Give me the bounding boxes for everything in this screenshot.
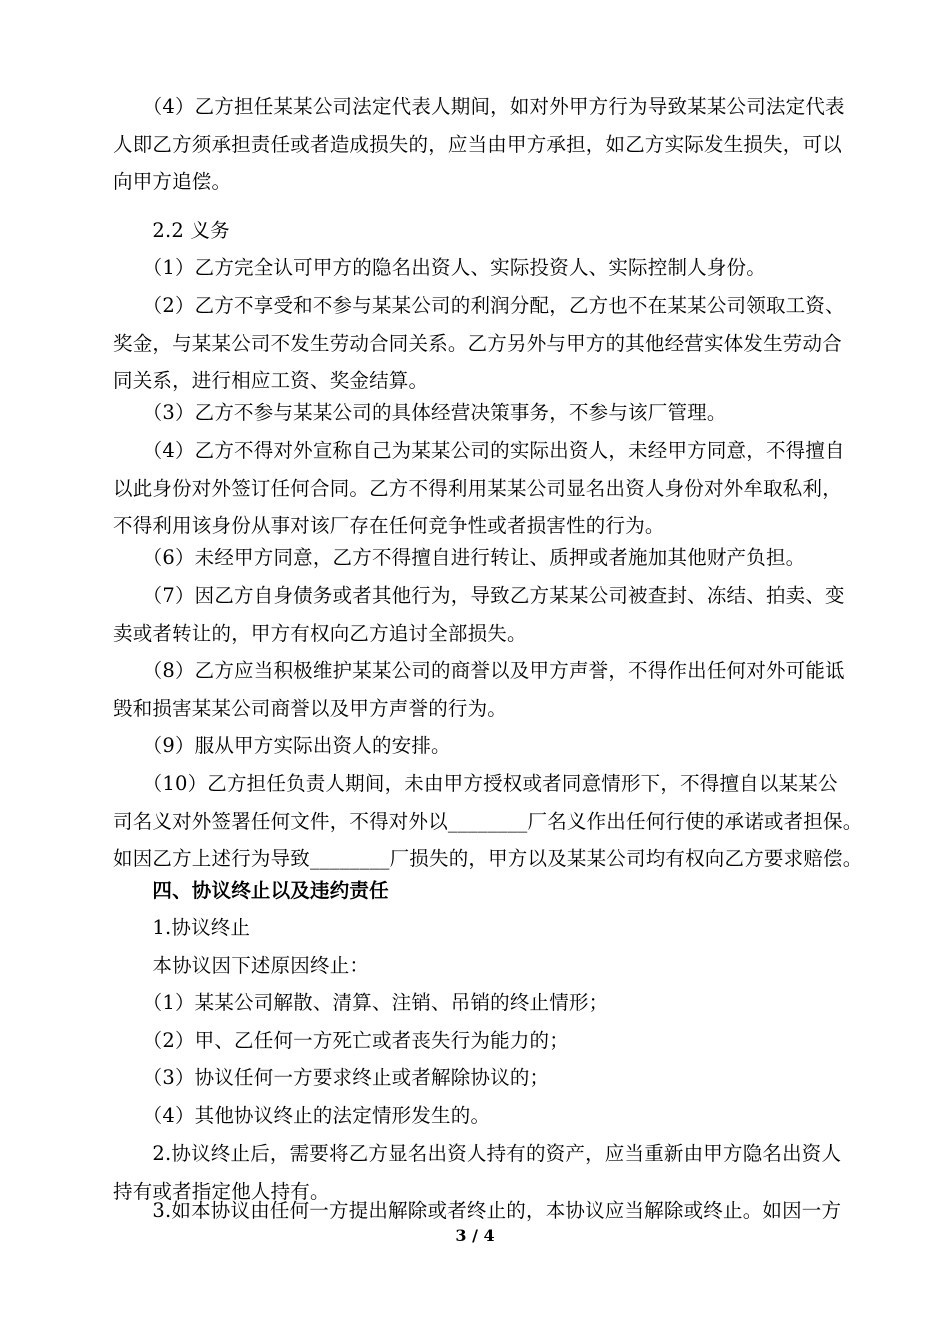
text-line: 2.协议终止后，需要将乙方显名出资人持有的资产，应当重新由甲方隐名出资人 bbox=[113, 1142, 842, 1165]
text-line: （7）因乙方自身债务或者其他行为，导致乙方某某公司被查封、冻结、拍卖、变 bbox=[113, 584, 845, 607]
paragraph bbox=[113, 909, 838, 947]
text-line: 以此身份对外签订任何合同。乙方不得利用某某公司显名出资人身份对外牟取私利， bbox=[113, 476, 842, 500]
paragraph bbox=[113, 1022, 838, 1060]
paragraph bbox=[113, 249, 838, 287]
paragraph bbox=[113, 1097, 838, 1135]
paragraph bbox=[113, 765, 863, 878]
text-line: 毁和损害某某公司商誉以及甲方声誉的行为。 bbox=[113, 696, 508, 720]
text-line: （10）乙方担任负责人期间，未由甲方授权或者同意情形下，不得擅自以某某公 bbox=[113, 772, 838, 795]
text-line: 司名义对外签署任何文件，不得对外以________厂名义作出任何行使的承诺或者担保。 bbox=[113, 809, 863, 833]
text-line: （1）某某公司解散、清算、注销、吊销的终止情形； bbox=[113, 991, 609, 1014]
paragraph bbox=[113, 1192, 842, 1230]
text-line: 持有或者指定他人持有。 bbox=[113, 1179, 330, 1203]
text-line: 人即乙方须承担责任或者造成损失的，应当由甲方承担，如乙方实际发生损失，可以 bbox=[113, 132, 842, 156]
text-line: （6）未经甲方同意，乙方不得擅自进行转让、质押或者施加其他财产负担。 bbox=[113, 546, 806, 569]
text-line: （2）甲、乙任何一方死亡或者丧失行为能力的； bbox=[113, 1029, 569, 1052]
text-line: 1.协议终止 bbox=[113, 916, 251, 939]
text-line: （1）乙方完全认可甲方的隐名出资人、实际投资人、实际控制人身份。 bbox=[113, 256, 766, 279]
text-line: （8）乙方应当积极维护某某公司的商誉以及甲方声誉，不得作出任何对外可能诋 bbox=[113, 659, 845, 682]
text-line: 四、协议终止以及违约责任 bbox=[113, 879, 389, 902]
paragraph bbox=[113, 287, 845, 400]
text-line: （4）乙方担任某某公司法定代表人期间，如对外甲方行为导致某某公司法定代表 bbox=[113, 95, 845, 118]
text-line: （3）协议任何一方要求终止或者解除协议的； bbox=[113, 1066, 550, 1089]
paragraph bbox=[113, 577, 845, 652]
paragraph bbox=[113, 872, 838, 910]
text-line: （9）服从甲方实际出资人的安排。 bbox=[113, 734, 451, 757]
paragraph bbox=[113, 984, 838, 1022]
text-line: 同关系，进行相应工资、奖金结算。 bbox=[113, 369, 429, 392]
text-line: （4）其他协议终止的法定情形发生的。 bbox=[113, 1104, 491, 1127]
paragraph bbox=[113, 539, 838, 577]
text-line: 奖金，与某某公司不发生劳动合同关系。乙方另外与甲方的其他经营实体发生劳动合 bbox=[113, 331, 842, 355]
text-line: 向甲方追偿。 bbox=[113, 170, 232, 193]
paragraph bbox=[113, 1059, 838, 1097]
text-line: （3）乙方不参与某某公司的具体经营决策事务，不参与该厂管理。 bbox=[113, 401, 727, 424]
text-line: 本协议因下述原因终止： bbox=[113, 954, 370, 977]
paragraph bbox=[113, 727, 838, 765]
page-number: 3 / 4 bbox=[455, 1226, 495, 1245]
text-line: 不得利用该身份从事对该厂存在任何竞争性或者损害性的行为。 bbox=[113, 514, 665, 537]
text-line: 卖或者转让的，甲方有权向乙方追讨全部损失。 bbox=[113, 621, 527, 645]
paragraph bbox=[113, 432, 845, 545]
paragraph bbox=[113, 394, 838, 432]
text-line: 如因乙方上述行为导致________厂损失的，甲方以及某某公司均有权向乙方要求赔偿。 bbox=[113, 847, 863, 870]
paragraph bbox=[113, 88, 845, 201]
paragraph bbox=[113, 212, 838, 250]
text-line: （2）乙方不享受和不参与某某公司的利润分配，乙方也不在某某公司领取工资、 bbox=[113, 294, 845, 317]
text-line: 2.2 义务 bbox=[113, 219, 230, 242]
paragraph bbox=[113, 652, 845, 727]
text-line: 3.如本协议由任何一方提出解除或者终止的，本协议应当解除或终止。如因一方 bbox=[113, 1199, 842, 1222]
text-line: （4）乙方不得对外宣称自己为某某公司的实际出资人，未经甲方同意，不得擅自 bbox=[113, 439, 845, 462]
paragraph bbox=[113, 947, 838, 985]
